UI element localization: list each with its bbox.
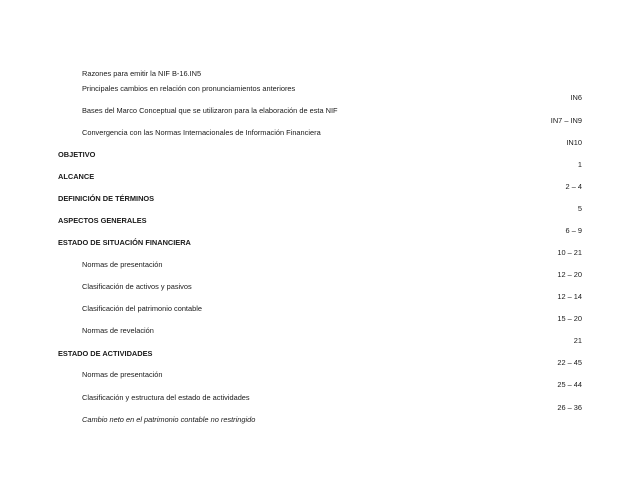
toc-page-bases-marco: IN7 – IN9 (550, 116, 582, 125)
toc-entry-normas-presentacion-2: Normas de presentación (82, 370, 163, 379)
toc-entry-razones: Razones para emitir la NIF B-16.IN5 (82, 69, 202, 78)
toc-page-objetivo: 1 (577, 160, 582, 169)
toc-page-aspectos-generales: 6 – 9 (565, 226, 582, 235)
toc-section-definicion-terminos: DEFINICIÓN DE TÉRMINOS (58, 194, 155, 203)
toc-section-aspectos-generales: ASPECTOS GENERALES (58, 216, 147, 225)
toc-entry-convergencia: Convergencia con las Normas Internacionales de Información Financiera (82, 128, 321, 137)
toc-entry-normas-presentacion-1: Normas de presentación (82, 260, 163, 269)
toc-page-estado-situacion: 10 – 21 (557, 248, 582, 257)
toc-section-estado-situacion: ESTADO DE SITUACIÓN FINANCIERA (58, 238, 191, 247)
toc-page-normas-presentacion-2: 25 – 44 (557, 380, 582, 389)
toc-entry-clasificacion-estructura: Clasificación y estructura del estado de actividades (82, 393, 250, 402)
toc-entry-bases-marco: Bases del Marco Conceptual que se utilizaron para la elaboración de esta NIF (82, 106, 338, 115)
toc-entry-clasificacion-activos: Clasificación de activos y pasivos (82, 282, 192, 291)
toc-entry-principales-cambios: Principales cambios en relación con pronunciamientos anteriores (82, 84, 296, 93)
toc-page-clasificacion-patrimonio: 15 – 20 (557, 314, 582, 323)
toc-entry-normas-revelacion: Normas de revelación (82, 326, 154, 335)
toc-page-definicion-terminos: 5 (577, 204, 582, 213)
toc-page-alcance: 2 – 4 (565, 182, 582, 191)
toc-section-objetivo: OBJETIVO (58, 150, 96, 159)
toc-page-clasificacion-estructura: 26 – 36 (557, 403, 582, 412)
toc-page-normas-presentacion-1: 12 – 20 (557, 270, 582, 279)
toc-section-alcance: ALCANCE (58, 172, 95, 181)
toc-section-estado-actividades: ESTADO DE ACTIVIDADES (58, 349, 153, 358)
toc-page-normas-revelacion: 21 (573, 336, 582, 345)
toc-page-convergencia: IN10 (566, 138, 582, 147)
toc-page-principales-cambios: IN6 (570, 93, 582, 102)
toc-page-estado-actividades: 22 – 45 (557, 358, 582, 367)
toc-page-clasificacion-activos: 12 – 14 (557, 292, 582, 301)
toc-entry-cambio-neto: Cambio neto en el patrimonio contable no restringido (82, 415, 256, 424)
toc-entry-clasificacion-patrimonio: Clasificación del patrimonio contable (82, 304, 202, 313)
